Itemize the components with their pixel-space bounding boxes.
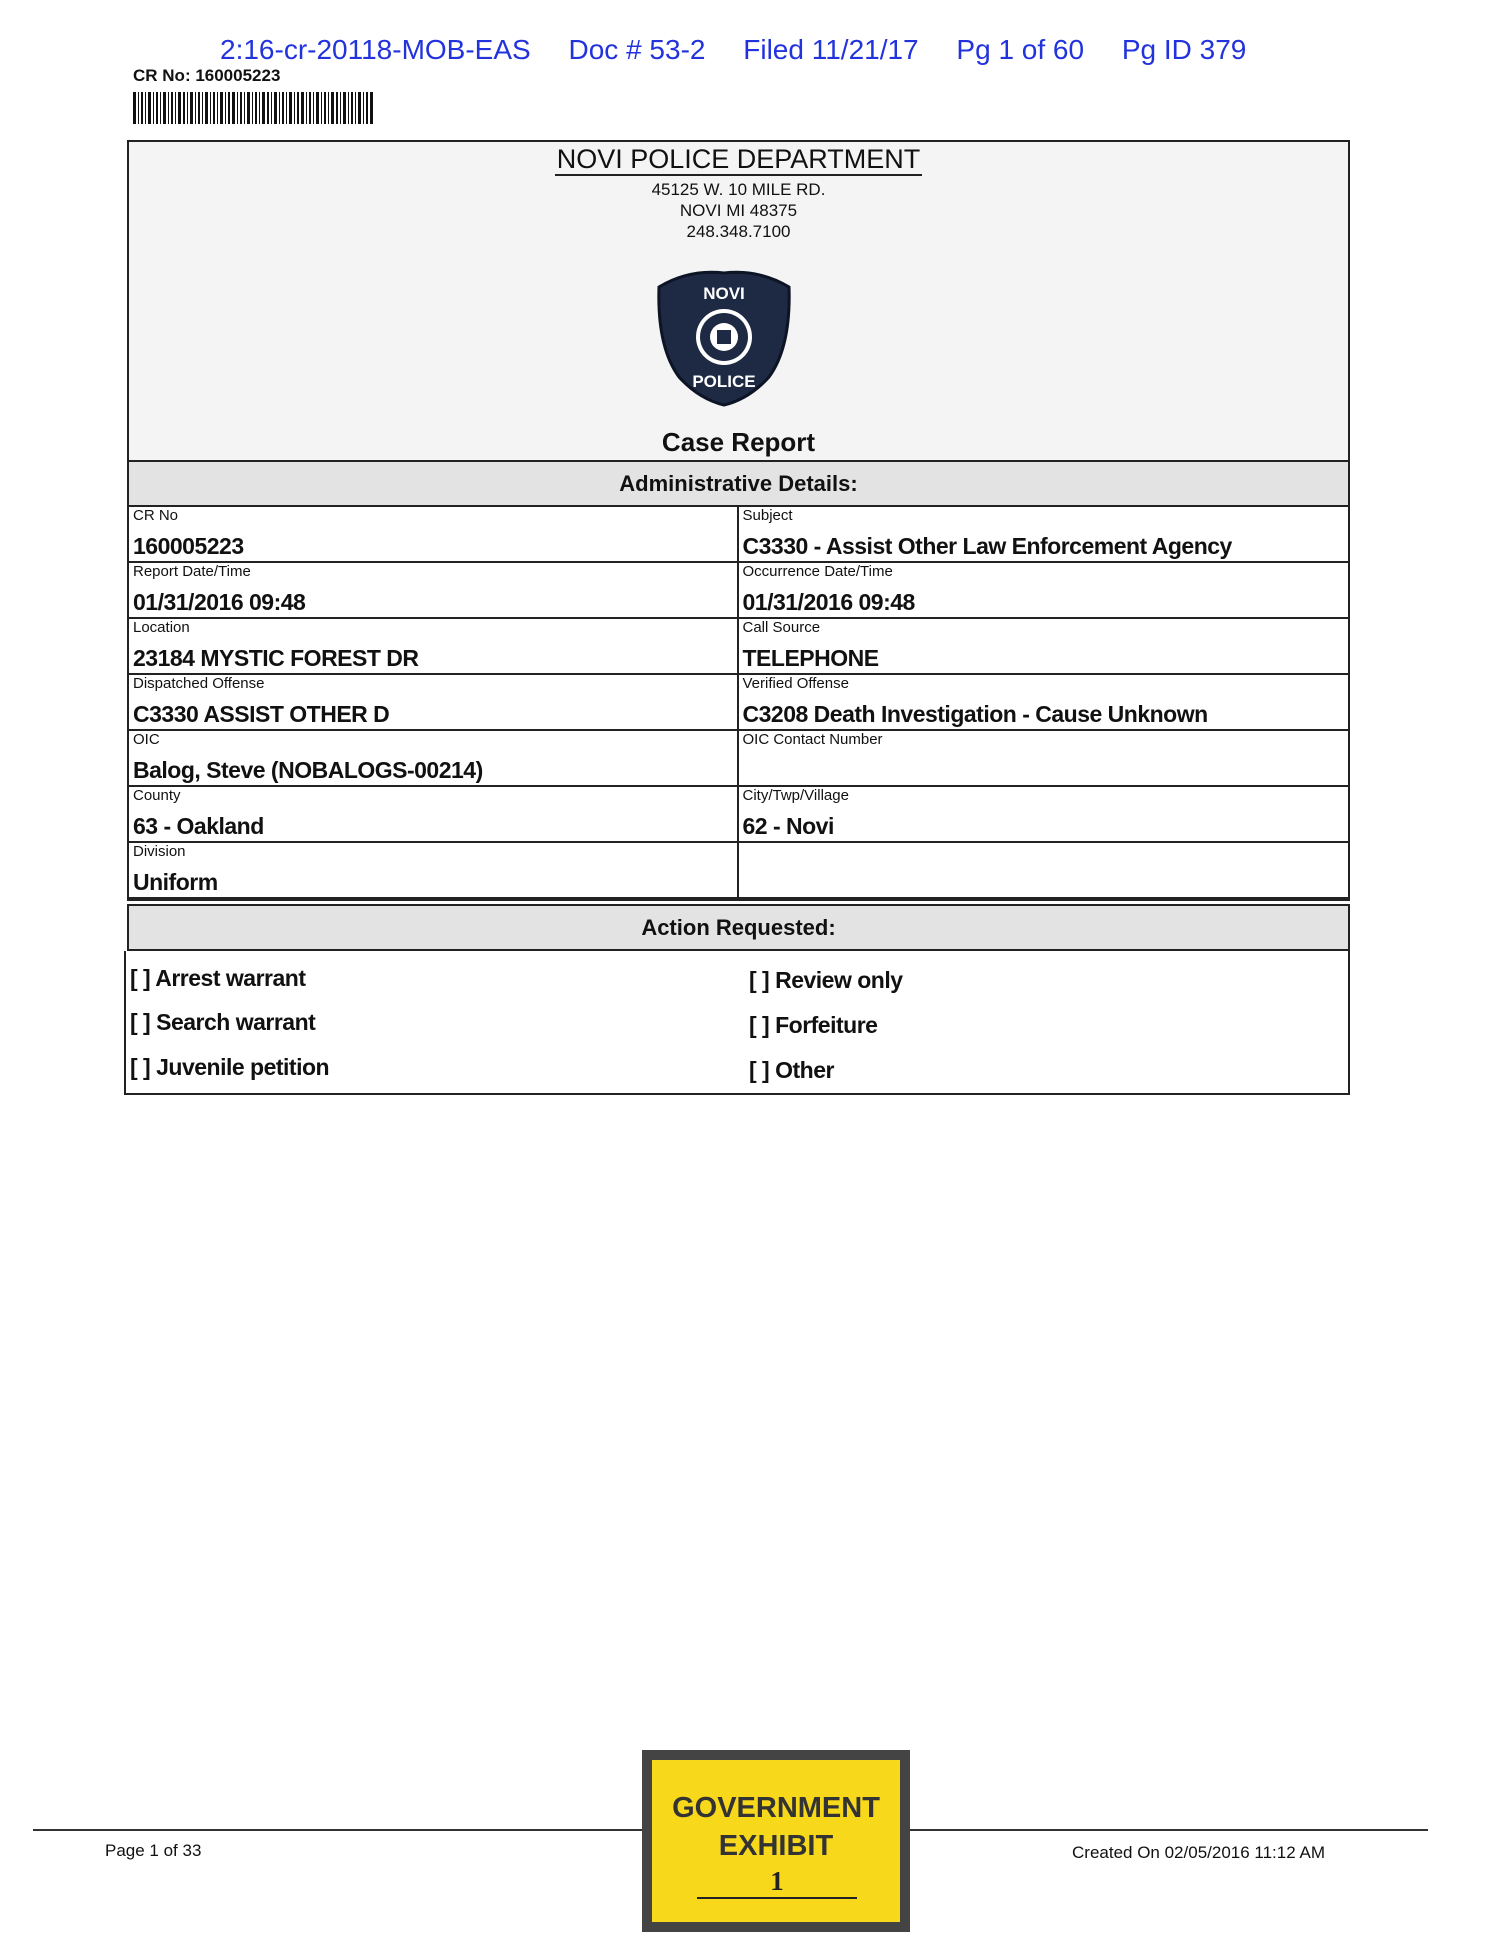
field-label: CR No (133, 507, 179, 524)
field-label: Call Source (742, 619, 821, 636)
field-cell-left (129, 507, 739, 561)
field-label: Location (133, 619, 190, 636)
field-label: OIC (133, 731, 160, 748)
field-label: Occurrence Date/Time (742, 563, 893, 580)
footer-created-date: Created On 02/05/2016 11:12 AM (1072, 1843, 1325, 1862)
exhibit-number: 1 (697, 1866, 857, 1899)
action-requested-panel (124, 951, 1350, 1095)
action-juvenile-petition: [ ] Juvenile petition (130, 1054, 330, 1080)
exhibit-line1: GOVERNMENT (672, 1792, 880, 1824)
government-exhibit-sticker (642, 1750, 910, 1932)
doc-number: Doc # 53-2 (568, 34, 706, 65)
field-label: OIC Contact Number (742, 731, 883, 748)
badge-top-text: NOVI (703, 284, 745, 303)
police-badge-icon (649, 267, 799, 407)
field-label: Report Date/Time (133, 563, 251, 580)
field-label: Division (133, 843, 186, 860)
court-page: Pg 1 of 60 (956, 34, 1085, 65)
footer-page-number: Page 1 of 33 (105, 1841, 202, 1860)
field-row (129, 787, 1348, 843)
field-value: TELEPHONE (742, 645, 879, 671)
field-cell-right (739, 843, 1349, 897)
field-cell-left (129, 843, 739, 897)
department-header-panel (127, 140, 1350, 460)
field-cell-left (129, 731, 739, 785)
field-value: C3208 Death Investigation - Cause Unknown (742, 701, 1208, 727)
field-label: County (133, 787, 181, 804)
field-value: 160005223 (133, 533, 244, 559)
action-other: [ ] Other (749, 1057, 834, 1083)
field-label: City/Twp/Village (742, 787, 849, 804)
field-cell-left (129, 675, 739, 729)
field-value: C3330 - Assist Other Law Enforcement Agency (742, 533, 1232, 559)
field-label: Verified Offense (742, 675, 849, 692)
court-filing-header (220, 34, 1276, 66)
footer-divider-right (910, 1829, 1428, 1831)
page-id: Pg ID 379 (1121, 34, 1247, 65)
field-cell-right (739, 507, 1349, 561)
cr-number-top: CR No: 160005223 (133, 66, 281, 85)
field-cell-left (129, 787, 739, 841)
field-value: Uniform (133, 869, 218, 895)
field-value: 01/31/2016 09:48 (133, 589, 306, 615)
action-arrest-warrant: [ ] Arrest warrant (130, 965, 306, 991)
report-title: Case Report (661, 427, 816, 457)
field-row (129, 843, 1348, 899)
field-cell-right (739, 731, 1349, 785)
administrative-details-table (127, 507, 1350, 901)
field-row (129, 563, 1348, 619)
field-cell-right (739, 675, 1349, 729)
field-cell-right (739, 787, 1349, 841)
administrative-details-heading: Administrative Details: (127, 460, 1350, 507)
department-address-line2: NOVI MI 48375 (679, 201, 798, 220)
field-value: 62 - Novi (742, 813, 834, 839)
field-value: C3330 ASSIST OTHER D (133, 701, 390, 727)
field-value: Balog, Steve (NOBALOGS-00214) (133, 757, 483, 783)
field-row (129, 619, 1348, 675)
case-number: 2:16-cr-20118-MOB-EAS (220, 34, 531, 65)
action-forfeiture: [ ] Forfeiture (749, 1012, 878, 1038)
field-row (129, 675, 1348, 731)
field-cell-left (129, 619, 739, 673)
badge-bottom-text: POLICE (692, 372, 756, 391)
footer-divider-left (33, 1829, 643, 1831)
department-address-line1: 45125 W. 10 MILE RD. (651, 180, 826, 199)
field-value: 23184 MYSTIC FOREST DR (133, 645, 419, 671)
field-value: 01/31/2016 09:48 (742, 589, 915, 615)
field-cell-right (739, 619, 1349, 673)
action-requested-heading: Action Requested: (127, 904, 1350, 951)
field-value: 63 - Oakland (133, 813, 264, 839)
barcode-image (133, 92, 373, 124)
field-label: Dispatched Offense (133, 675, 265, 692)
field-row (129, 731, 1348, 787)
field-row (129, 507, 1348, 563)
exhibit-line2: EXHIBIT (718, 1830, 834, 1862)
department-phone: 248.348.7100 (686, 222, 791, 241)
action-search-warrant: [ ] Search warrant (130, 1009, 316, 1035)
department-name: NOVI POLICE DEPARTMENT (556, 144, 921, 174)
field-cell-left (129, 563, 739, 617)
field-label: Subject (742, 507, 793, 524)
field-cell-right (739, 563, 1349, 617)
filed-date: Filed 11/21/17 (743, 34, 919, 65)
action-review-only: [ ] Review only (749, 967, 903, 993)
